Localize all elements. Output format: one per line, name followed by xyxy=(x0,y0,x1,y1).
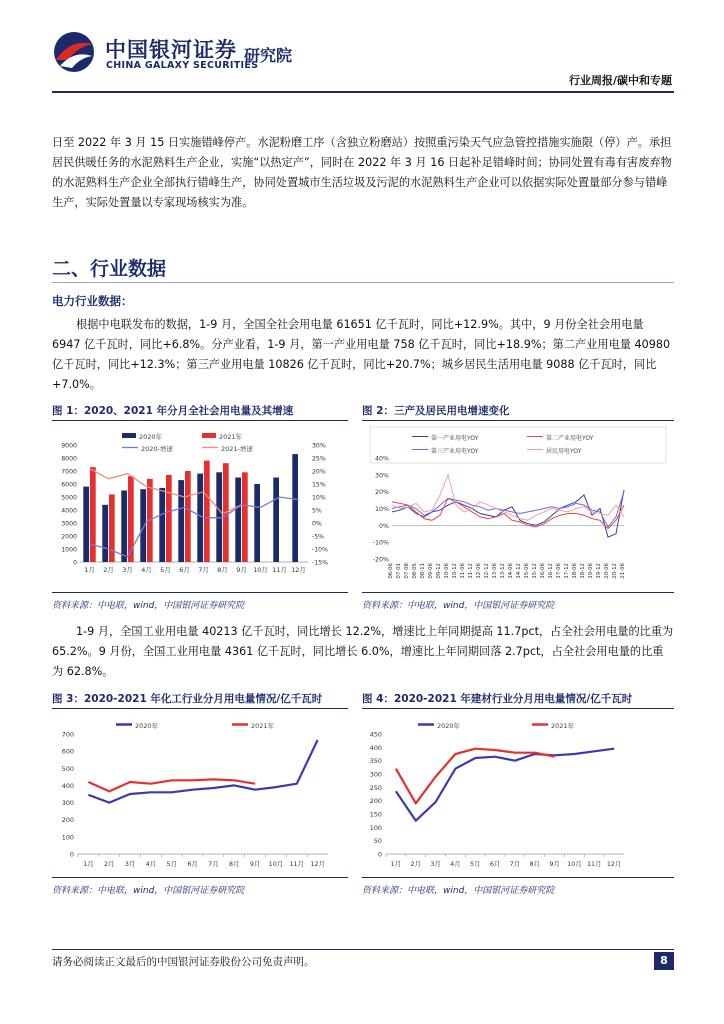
x-tick: 3月 xyxy=(122,566,133,574)
brand-institute: 研究院 xyxy=(244,46,293,65)
x-tick: 11-12 xyxy=(468,563,474,579)
x-tick: 15-06 xyxy=(524,563,530,579)
fig4-title: 图 4：2020-2021 年建材行业分月用电量情况/亿千瓦时 xyxy=(362,693,633,705)
x-tick: 7月 xyxy=(208,860,219,868)
x-tick: 12月 xyxy=(310,860,325,868)
fig1-rule xyxy=(52,420,348,421)
bar-2021 xyxy=(204,461,210,562)
y-tick: 300 xyxy=(61,799,74,808)
fig4-rule xyxy=(362,708,674,709)
y-tick: 50 xyxy=(373,837,382,846)
fig2-title: 图 2：三产及居民用电增速变化 xyxy=(362,405,510,417)
y-tick: 0 xyxy=(69,850,74,859)
fig3-title: 图 3：2020-2021 年化工行业分月用电量情况/亿千瓦时 xyxy=(52,693,323,705)
x-tick: 08-11 xyxy=(420,563,426,579)
y-tick: -10% xyxy=(372,539,389,547)
series-line-0 xyxy=(88,740,317,803)
y-tick: 200 xyxy=(61,816,74,825)
y-tick: 700 xyxy=(61,730,74,739)
x-tick: 9月 xyxy=(549,860,560,868)
x-tick: 6月 xyxy=(187,860,198,868)
report-type: 行业周报/碳中和专题 xyxy=(568,74,672,87)
legend-swatch xyxy=(202,433,216,438)
fig2-source: 资料来源：中电联，wind，中国银河证券研究院 xyxy=(362,601,555,611)
y-left-tick: 7000 xyxy=(61,468,77,476)
x-tick: 7月 xyxy=(198,566,209,574)
y-right-tick: -5% xyxy=(312,533,325,541)
page-number: 8 xyxy=(654,952,674,970)
x-tick: 20-12 xyxy=(612,563,618,579)
x-tick: 11月 xyxy=(272,566,287,574)
bar-2020 xyxy=(254,484,260,562)
x-tick: 10月 xyxy=(253,566,268,574)
fig4-rule-bottom xyxy=(362,877,674,878)
bar-2020 xyxy=(83,487,89,562)
x-tick: 06-06 xyxy=(388,563,394,579)
bar-2021 xyxy=(90,467,96,562)
x-tick: 4月 xyxy=(450,860,461,868)
fig4-source: 资料来源：中电联，wind，中国银河证券研究院 xyxy=(362,886,555,896)
x-tick: 13-06 xyxy=(492,563,498,579)
bar-2020 xyxy=(273,478,279,563)
x-tick: 19-06 xyxy=(588,563,594,579)
legend-label: 第三产业用电YOY xyxy=(431,448,479,455)
x-tick: 9月 xyxy=(249,860,261,868)
x-tick: 6月 xyxy=(489,860,501,868)
x-tick: 5月 xyxy=(166,860,177,868)
x-tick: 4月 xyxy=(141,566,152,574)
x-tick: 3月 xyxy=(124,860,136,868)
paragraph-power: 根据中电联发布的数据，1-9 月，全国全社会用电量 61651 亿千瓦时，同比+12.9%。其中，9 月份全社会用电量 6947 亿千瓦时，同比+6.8%。分产业看，1-9 月，第一产业用电量 758 亿千瓦时，同比+18.9%；第二产业用电量 40980 亿千瓦时，同比+12.3%；第三产业用电量 10826 亿千瓦时，同比+20.7%；城乡居民生活用电量 9088 亿千瓦时，同比+7.0%。 xyxy=(52,318,671,391)
subsection-title: 电力行业数据： xyxy=(52,294,133,308)
galaxy-logo-icon xyxy=(52,30,97,75)
x-tick: 8月 xyxy=(529,860,540,868)
y-tick: 250 xyxy=(369,783,382,792)
x-tick: 08-05 xyxy=(412,563,418,579)
x-tick: 17-12 xyxy=(564,563,570,579)
legend-label: 第一产业用电YOY xyxy=(431,435,479,442)
y-right-tick: -10% xyxy=(312,546,328,554)
y-left-tick: 0 xyxy=(73,559,77,567)
x-tick: 7月 xyxy=(509,860,521,868)
legend-label: 2021年 xyxy=(219,433,243,441)
y-tick: 400 xyxy=(369,743,382,752)
bar-2020 xyxy=(197,474,203,562)
y-tick: 0% xyxy=(379,522,389,530)
x-tick: 14-12 xyxy=(516,563,522,579)
legend-label: 2020-增速 xyxy=(141,445,173,453)
footer-divider xyxy=(52,949,674,950)
legend-label: 2020年 xyxy=(437,722,461,730)
x-tick: 2月 xyxy=(410,860,421,868)
fig1-source: 资料来源：中电联，wind，中国银河证券研究院 xyxy=(52,601,245,611)
bar-2021 xyxy=(166,475,172,562)
x-tick: 11月 xyxy=(586,860,602,868)
x-tick: 10月 xyxy=(268,860,284,868)
y-tick: 150 xyxy=(369,810,382,819)
x-tick: 4月 xyxy=(145,860,157,868)
legend-label: 2021年 xyxy=(551,722,575,730)
y-right-tick: -15% xyxy=(312,559,328,567)
legend-box xyxy=(370,427,666,463)
x-tick: 12月 xyxy=(291,566,306,574)
y-tick: 300 xyxy=(369,770,382,779)
fig1-rule-bottom xyxy=(52,592,348,593)
x-tick: 10-12 xyxy=(452,563,458,579)
x-tick: 3月 xyxy=(430,860,441,868)
y-left-tick: 8000 xyxy=(61,455,77,463)
x-tick: 12月 xyxy=(606,860,622,868)
bar-2020 xyxy=(140,489,146,562)
x-tick: 07-01 xyxy=(396,563,402,579)
y-left-tick: 9000 xyxy=(61,442,77,450)
brand-name-en: CHINA GALAXY SECURITIES xyxy=(106,60,259,71)
brand-name-cn: 中国银河证券 xyxy=(105,38,237,62)
legend-label: 第二产业用电YOY xyxy=(546,435,594,442)
y-tick: 600 xyxy=(61,747,74,756)
y-tick: 200 xyxy=(369,797,382,806)
x-tick: 10-06 xyxy=(444,563,450,579)
x-tick: 15-12 xyxy=(532,563,538,579)
x-tick: 18-06 xyxy=(572,563,578,579)
legend-label: 2020年 xyxy=(135,722,159,730)
intro-paragraph: 日至 2022 年 3 月 15 日实施错峰停产。水泥粉磨工序（含独立粉磨站）按照重污染天气应急管控措施实施限（停）产。承担居民供暖任务的水泥熟料生产企业，实施“以热定产”，同时在 2022 年 3 月 16 日起补足错峰时间；协同处置有毒有害废弃物的水泥熟料生产企业全部执行错峰生产，协同处置城市生活垃圾及污泥的水泥熟料生产企业可以依据实际处置量部分参与错峰生产，实际处置量以专家现场核实为准。 xyxy=(52,136,672,209)
x-tick: 19-12 xyxy=(596,563,602,579)
x-tick: 20-06 xyxy=(604,563,610,579)
bar-2020 xyxy=(235,478,241,563)
x-tick: 12-06 xyxy=(476,563,482,579)
fig3-rule-bottom xyxy=(52,877,348,878)
y-tick: 400 xyxy=(61,781,74,790)
x-tick: 1月 xyxy=(84,566,95,574)
fig4-chart xyxy=(362,712,674,875)
y-left-tick: 5000 xyxy=(61,494,77,502)
x-tick: 5月 xyxy=(160,566,171,574)
legend-swatch xyxy=(122,433,136,438)
bar-2020 xyxy=(178,480,184,562)
y-tick: 450 xyxy=(369,730,382,739)
bar-2021 xyxy=(128,476,134,562)
x-tick: 12-12 xyxy=(484,563,490,579)
y-tick: 500 xyxy=(61,764,74,773)
y-left-tick: 6000 xyxy=(61,481,77,489)
x-tick: 21-06 xyxy=(620,563,626,579)
bar-2020 xyxy=(102,505,108,562)
section-title: 二、行业数据 xyxy=(52,258,167,280)
series-line-1 xyxy=(396,749,555,804)
fig1-chart xyxy=(52,425,348,590)
y-tick: 20% xyxy=(375,489,389,497)
y-left-tick: 2000 xyxy=(61,533,77,541)
x-tick: 8月 xyxy=(217,566,228,574)
y-right-tick: 15% xyxy=(312,481,326,489)
y-right-tick: 0% xyxy=(312,520,322,528)
x-tick: 9月 xyxy=(236,566,247,574)
x-tick: 8月 xyxy=(229,860,240,868)
x-tick: 2月 xyxy=(103,566,114,574)
y-left-tick: 3000 xyxy=(61,520,77,528)
y-tick: 100 xyxy=(61,833,74,842)
fig3-rule xyxy=(52,708,348,709)
bar-2021 xyxy=(185,471,191,562)
legend-label: 2021年 xyxy=(251,722,275,730)
x-tick: 10月 xyxy=(567,860,582,868)
x-tick: 2月 xyxy=(104,860,115,868)
x-tick: 16-12 xyxy=(548,563,554,579)
y-tick: 100 xyxy=(369,823,382,832)
x-tick: 1月 xyxy=(83,860,94,868)
y-tick: 0 xyxy=(377,850,382,859)
fig2-rule-bottom xyxy=(362,592,674,593)
legend-label: 2021-增速 xyxy=(221,445,253,453)
section-divider xyxy=(52,282,674,283)
header-divider xyxy=(52,91,674,93)
bar-2020 xyxy=(121,491,127,563)
x-tick: 11月 xyxy=(289,860,305,868)
y-tick: -20% xyxy=(372,556,389,564)
y-right-tick: 30% xyxy=(312,442,326,450)
x-tick: 11-06 xyxy=(460,563,466,579)
x-tick: 6月 xyxy=(179,566,190,574)
y-right-tick: 10% xyxy=(312,494,326,502)
legend-label: 2020年 xyxy=(139,433,163,441)
x-tick: 07-08 xyxy=(404,563,410,579)
legend-label: 居民用电YOY xyxy=(546,448,582,455)
y-right-tick: 25% xyxy=(312,455,326,463)
x-tick: 1月 xyxy=(390,860,402,868)
fig2-chart xyxy=(362,425,674,590)
y-right-tick: 20% xyxy=(312,468,326,476)
y-right-tick: 5% xyxy=(312,507,322,515)
series-line-3 xyxy=(392,475,624,521)
fig3-source: 资料来源：中电联，wind，中国银河证券研究院 xyxy=(52,886,245,896)
x-tick: 09-06 xyxy=(428,563,434,579)
fig1-title: 图 1：2020、2021 年分月全社会用电量及其增速 xyxy=(52,405,294,417)
y-left-tick: 4000 xyxy=(61,507,77,515)
y-tick: 10% xyxy=(375,506,389,513)
fig2-rule xyxy=(362,420,674,421)
x-tick: 5月 xyxy=(470,860,481,868)
y-tick: 350 xyxy=(369,757,382,766)
bar-2021 xyxy=(242,472,248,562)
bar-2020 xyxy=(159,488,165,562)
y-tick: 40% xyxy=(375,455,389,463)
paragraph-industry: 1-9 月，全国工业用电量 40213 亿千瓦时，同比增长 12.2%，增速比上年同期提高 11.7pct，占全社会用电量的比重为 65.2%。9 月份，全国工业用电量 4361 亿千瓦时，同比增长 6.0%，增速比上年同期回落 2.7pct，占全社会用电量的比重为 62.8%。 xyxy=(52,625,674,678)
x-tick: 16-06 xyxy=(540,563,546,579)
x-tick: 09-12 xyxy=(436,563,442,579)
footer-disclaimer: 请务必阅读正文最后的中国银河证券股份公司免责声明。 xyxy=(52,956,315,968)
y-tick: 30% xyxy=(375,472,389,480)
y-left-tick: 1000 xyxy=(61,546,77,554)
fig3-chart xyxy=(52,712,348,875)
bar-2020 xyxy=(292,454,298,562)
x-tick: 13-12 xyxy=(500,563,506,579)
x-tick: 18-12 xyxy=(580,563,586,579)
x-tick: 17-06 xyxy=(556,563,562,579)
growth-line-2 xyxy=(90,497,299,557)
x-tick: 14-06 xyxy=(508,563,514,579)
